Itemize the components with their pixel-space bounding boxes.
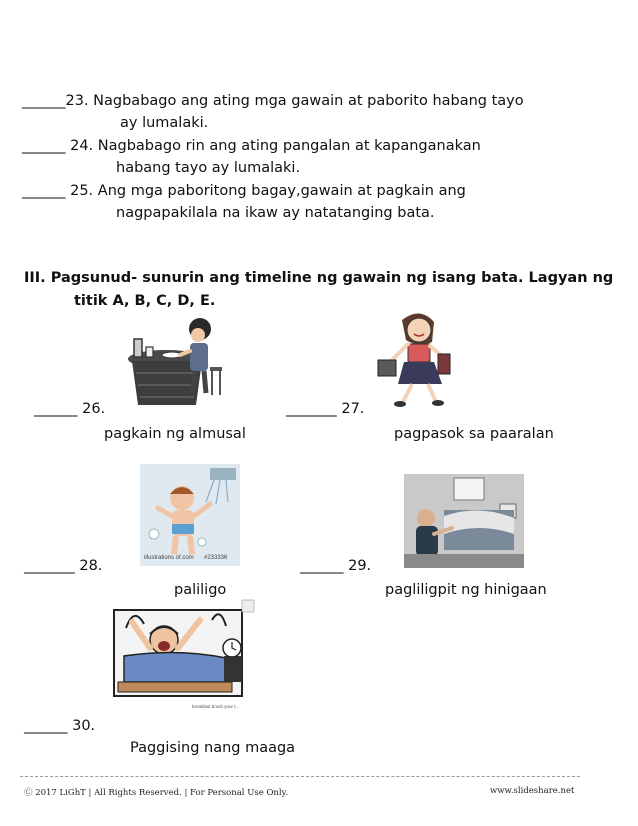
item-29-blank: ______ 29. [300, 558, 372, 574]
item-28-caption: paliligo [174, 582, 227, 598]
footer-rule [20, 776, 580, 777]
footer-copyright: Ⓒ 2017 LiGhT | All Rights Reserved. | For Personal Use Only. [24, 788, 289, 798]
item-27-blank: _______ 27. [286, 401, 365, 417]
statement-23-line: ______23. Nagbabago ang ating mga gawain at paborito habang tayo [22, 93, 524, 109]
bath-image-id: #233336 [204, 555, 228, 561]
item-30-blank: ______ 30. [24, 718, 96, 734]
breakfast-illustration [126, 313, 226, 413]
wakeup-small-text: breakfast brush your t... [192, 704, 240, 709]
bathing-illustration [140, 464, 240, 566]
statement-25-line: ______ 25. Ang mga paboritong bagay,gawain at pagkain ang [22, 183, 466, 199]
item-30-caption: Paggising nang maaga [130, 740, 296, 756]
footer-site: www.slideshare.net [490, 786, 575, 796]
section-3-letters: titik A, B, C, D, E. [74, 293, 216, 309]
statement-24-continuation: habang tayo ay lumalaki. [116, 160, 301, 176]
statement-23-continuation: ay lumalaki. [120, 115, 209, 131]
item-26-caption: pagkain ng almusal [104, 426, 246, 442]
wakeup-illustration [108, 598, 256, 712]
item-29-caption: pagliligpit ng hinigaan [385, 582, 547, 598]
bedmaking-illustration [404, 474, 524, 568]
statement-25-continuation: nagpapakilala na ikaw ay natatanging bata. [116, 205, 435, 221]
section-3-title: III. Pagsunud- sunurin ang timeline ng gawain ng isang bata. Lagyan ng [24, 270, 614, 286]
item-28-blank: _______ 28. [24, 558, 103, 574]
bath-watermark: illustrations of.com [144, 555, 194, 561]
statement-24-line: ______ 24. Nagbabago rin ang ating pangalan at kapanganakan [22, 138, 481, 154]
item-27-caption: pagpasok sa paaralan [394, 426, 554, 442]
item-26-blank: ______ 26. [34, 401, 106, 417]
school-illustration [372, 308, 467, 408]
